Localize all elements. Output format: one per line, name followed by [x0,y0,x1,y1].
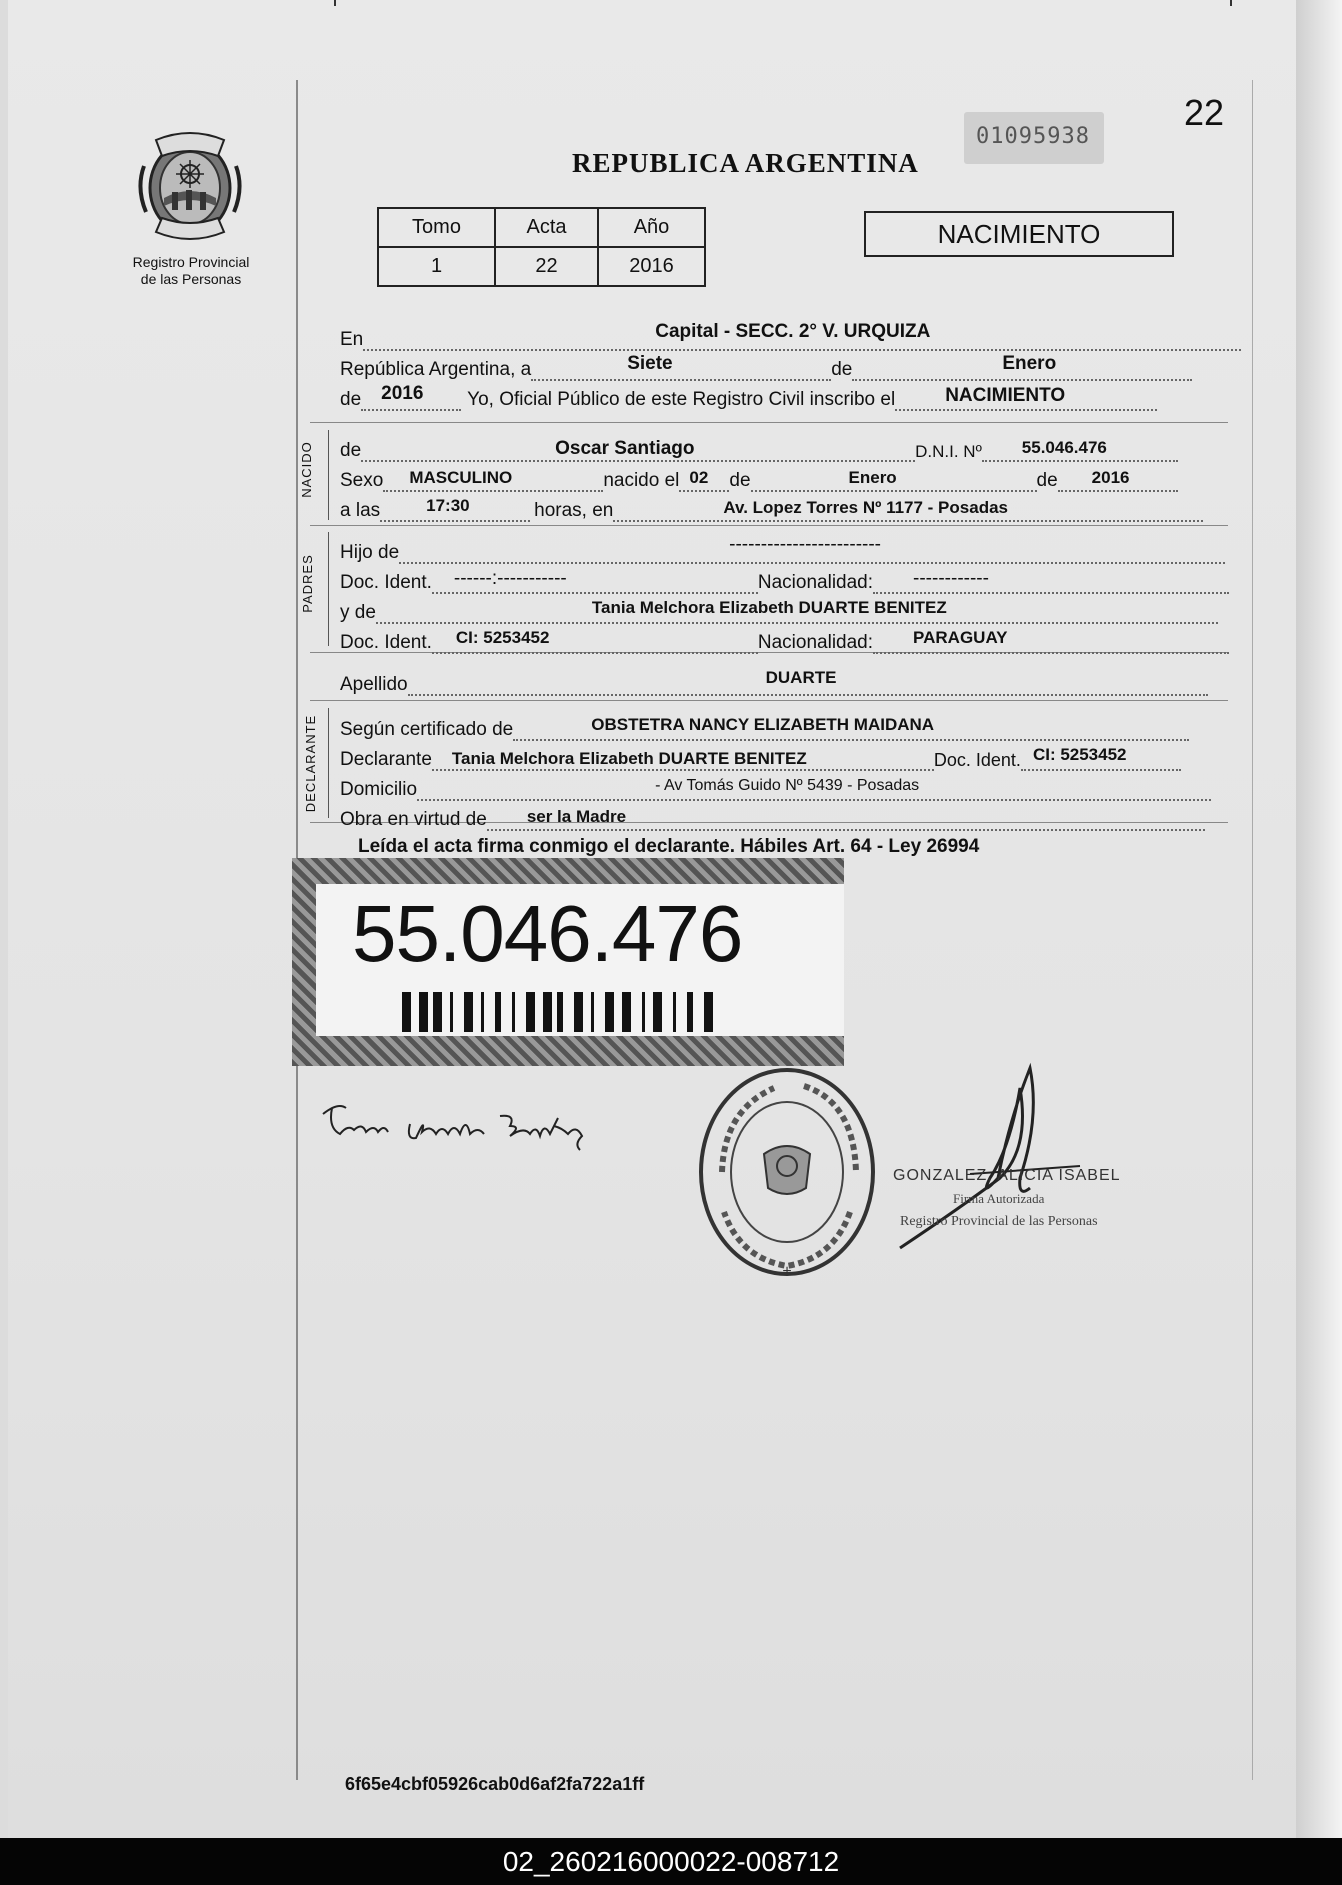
row-sexo [340,468,1178,492]
label-horas-en: horas, en [534,500,614,521]
label-hijo-de: Hijo de [340,542,400,563]
registry-label [110,254,272,288]
field-sexo: MASCULINO [409,468,513,487]
field-madre-nac: PARAGUAY [913,628,1008,647]
registry-stamp [694,1062,880,1282]
official-registry: Registro Provincial de las Personas [900,1214,1098,1229]
dni-sticker [292,858,844,1066]
row-certificado [340,717,1189,741]
provincial-seal-icon [134,126,246,246]
serial-number: 01095938 [976,124,1090,149]
row-domicilio [340,777,1211,801]
barcode-bar [642,992,645,1032]
label-sexo: Sexo [340,470,384,491]
label-en: En [340,329,364,350]
barcode-bar [464,992,473,1032]
bracket-padres [328,532,329,646]
barcode-bar [419,992,428,1032]
barcode-icon [402,992,762,1032]
row-declarante [340,747,1181,771]
label-apellido: Apellido [340,674,408,695]
barcode-bar [481,992,484,1032]
barcode-bar [543,992,552,1032]
label-nacido-el: nacido el [603,470,680,491]
document-hash: 6f65e4cbf05926cab0d6af2fa722a1ff [345,1774,645,1794]
label-doc-madre: Doc. Ident. [340,632,432,653]
page-edge-shadow [1296,0,1342,1838]
field-dni: 55.046.476 [1021,438,1107,457]
label-doc-padre: Doc. Ident. [340,572,432,593]
header-acta: Acta [495,208,598,247]
official-name: GONZALEZ, ALICIA ISABEL [893,1167,1121,1184]
row-virtud [340,807,1205,831]
field-acto: NACIMIENTO [945,385,1066,406]
barcode-bar [512,992,515,1032]
closing-statement: Leída el acta firma conmigo el declarante. Hábiles Art. 64 - Ley 26994 [358,836,980,857]
row-hora [340,498,1203,522]
svg-text:+: + [782,1263,792,1280]
barcode-bar [450,992,453,1032]
field-nac-anio: 2016 [1091,468,1130,487]
barcode-bar [591,992,594,1032]
barcode-bar [653,992,662,1032]
row-padre [340,534,1225,564]
registry-line-2: de las Personas [140,271,242,287]
field-lugar: Capital - SECC. 2° V. URQUIZA [655,321,931,342]
serial-stamp [964,112,1104,164]
separator-1 [310,422,1228,423]
document-title: REPUBLICA ARGENTINA [572,148,919,178]
header-anio: Año [598,208,705,247]
row-padre-doc [340,570,1229,594]
label-y-de: y de [340,602,376,623]
field-domicilio-nac: Av. Lopez Torres Nº 1177 - Posadas [723,498,1008,517]
barcode-bar [402,992,411,1032]
barcode-bar [433,992,442,1032]
field-nac-dia: 02 [689,468,709,487]
page-number: 22 [1183,92,1224,133]
label-de-5: de [1036,470,1058,491]
official-role: Firma Autorizada [953,1191,1045,1206]
bracket-nacido [328,430,329,520]
label-segun: Según certificado de [340,719,514,740]
label-a-las: a las [340,500,381,521]
right-margin-line [1252,80,1253,1780]
label-yo: Yo, Oficial Público de este Registro Civil inscribo el [467,389,896,410]
row-lugar [340,321,1241,351]
barcode-bar [557,992,563,1032]
field-hora: 17:30 [426,496,470,515]
barcode-bar [687,992,693,1032]
row-nombre [340,438,1178,462]
row-inscribo [340,383,1157,411]
barcode-bar [526,992,535,1032]
sticker-number: 55.046.476 [352,889,743,978]
bracket-declarante [328,708,329,818]
barcode-bar [574,992,583,1032]
barcode-bar [605,992,614,1032]
section-nacido: NACIDO [298,441,314,498]
row-apellido [340,668,1208,696]
barcode-bar [673,992,676,1032]
field-declarante: Tania Melchora Elizabeth DUARTE BENITEZ [451,749,807,768]
record-type-box: NACIMIENTO [864,211,1174,257]
barcode-bar [704,992,713,1032]
file-id-bar: 02_260216000022-008712 [0,1838,1342,1885]
row-madre [340,600,1218,624]
field-padre-doc: ------:----------- [453,568,567,589]
field-madre-doc: CI: 5253452 [455,628,550,647]
field-padre: ------------------------ [729,534,882,555]
row-madre-doc [340,630,1229,654]
field-mes: Enero [1002,353,1057,374]
label-nac-padre: Nacionalidad: [757,572,874,593]
field-dia: Siete [627,353,673,374]
value-acta: 22 [495,247,598,286]
field-declarante-doc: CI: 5253452 [1032,745,1127,764]
separator-4 [310,700,1228,701]
label-obra: Obra en virtud de [340,809,487,830]
registry-line-1: Registro Provincial [132,254,250,270]
label-doc-declarante: Doc. Ident. [933,750,1021,770]
label-nac-madre: Nacionalidad: [757,632,874,653]
field-nac-mes: Enero [848,468,897,487]
label-declarante: Declarante [340,749,432,770]
value-anio: 2016 [598,247,705,286]
section-declarante: DECLARANTE [303,714,319,813]
header-tomo: Tomo [378,208,495,247]
field-padre-nac: ------------ [913,568,989,589]
field-domicilio: - Av Tomás Guido Nº 5439 - Posadas [655,777,920,794]
index-table [377,207,706,287]
barcode-bar [622,992,631,1032]
barcode-bar [495,992,501,1032]
row-fecha [340,353,1192,381]
value-tomo: 1 [378,247,495,286]
field-virtud: ser la Madre [526,807,627,826]
label-domicilio: Domicilio [340,779,418,800]
label-de-4: de [729,470,751,491]
top-binding-line [334,0,1232,6]
field-nombre: Oscar Santiago [555,438,695,459]
field-anio: 2016 [381,383,424,404]
label-de-3: de [340,440,362,461]
label-de-1: de [831,359,853,380]
field-certificado: OBSTETRA NANCY ELIZABETH MAIDANA [591,715,935,734]
section-padres: PADRES [299,554,315,613]
label-republica: República Argentina, a [340,359,532,380]
declarant-signature [318,1094,618,1154]
separator-2 [310,525,1228,526]
label-de-2: de [340,389,362,410]
field-madre: Tania Melchora Elizabeth DUARTE BENITEZ [591,598,947,617]
field-apellido: DUARTE [765,668,837,687]
label-dni: D.N.I. Nº [915,442,982,461]
